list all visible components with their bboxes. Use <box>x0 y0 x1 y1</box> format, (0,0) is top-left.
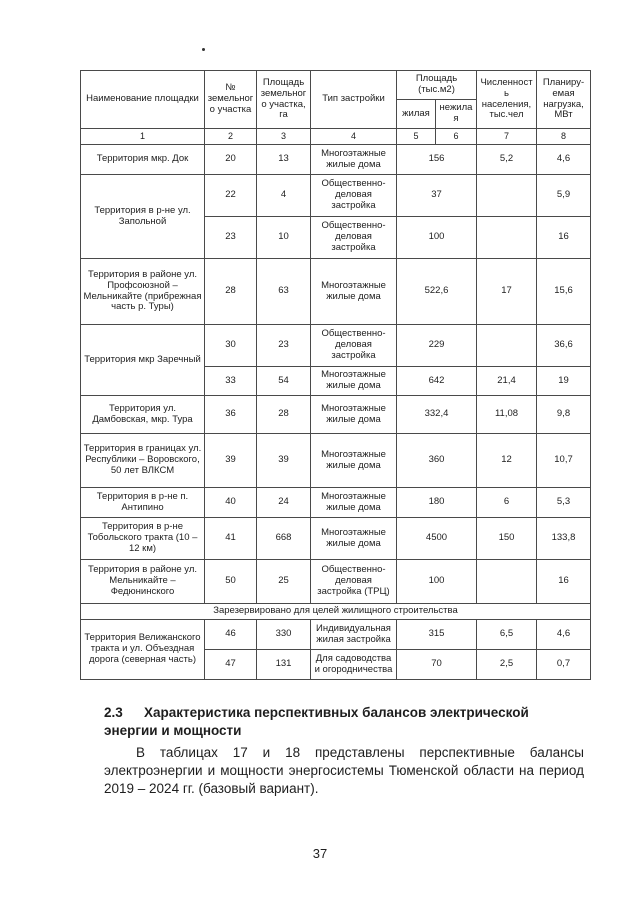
floor-area: 229 <box>397 325 477 367</box>
population: 21,4 <box>477 367 537 396</box>
site-name: Территория ул. Дамбовская, мкр. Тура <box>81 396 205 434</box>
plot-area: 28 <box>257 396 311 434</box>
section-heading <box>104 704 584 739</box>
population <box>477 560 537 604</box>
population: 6 <box>477 488 537 518</box>
plot-area: 39 <box>257 434 311 488</box>
planned-load: 10,7 <box>537 434 591 488</box>
plot-area: 54 <box>257 367 311 396</box>
table-row <box>81 145 591 175</box>
floor-area: 332,4 <box>397 396 477 434</box>
floor-area: 642 <box>397 367 477 396</box>
build-type: Общественно-деловая застройка <box>311 325 397 367</box>
plot-number: 33 <box>205 367 257 396</box>
column-number: 7 <box>477 129 537 145</box>
plot-number: 46 <box>205 620 257 650</box>
planned-load: 36,6 <box>537 325 591 367</box>
reserve-section-label: Зарезервировано для целей жилищного строительства <box>81 604 591 620</box>
floor-area: 522,6 <box>397 259 477 325</box>
population <box>477 217 537 259</box>
plot-area: 10 <box>257 217 311 259</box>
plot-number: 50 <box>205 560 257 604</box>
plot-number: 22 <box>205 175 257 217</box>
population: 17 <box>477 259 537 325</box>
column-number: 8 <box>537 129 591 145</box>
header-population: Численность населения, тыс.чел <box>477 71 537 129</box>
plot-number: 41 <box>205 518 257 560</box>
column-number-row <box>81 129 591 145</box>
population: 6,5 <box>477 620 537 650</box>
plot-area: 13 <box>257 145 311 175</box>
development-sites-table <box>80 70 591 680</box>
site-name: Территория в районе ул. Мельникайте – Федюнинского <box>81 560 205 604</box>
page-number: 37 <box>312 846 328 861</box>
plot-area: 25 <box>257 560 311 604</box>
plot-number: 47 <box>205 650 257 680</box>
column-number: 2 <box>205 129 257 145</box>
planned-load: 133,8 <box>537 518 591 560</box>
planned-load: 16 <box>537 217 591 259</box>
planned-load: 15,6 <box>537 259 591 325</box>
build-type: Многоэтажные жилые дома <box>311 367 397 396</box>
build-type: Для садоводства и огородничества <box>311 650 397 680</box>
plot-number: 23 <box>205 217 257 259</box>
header-build-type: Тип застройки <box>311 71 397 129</box>
table-row <box>81 434 591 488</box>
header-floor-area: Площадь (тыс.м2) <box>397 71 477 100</box>
population: 2,5 <box>477 650 537 680</box>
body-paragraph: В таблицах 17 и 18 представлены перспективные балансы электроэнергии и мощности энергосистемы Тюменской области на период 2019 – 2024 гг. (базовый вариант). <box>104 745 584 797</box>
plot-area: 668 <box>257 518 311 560</box>
planned-load: 4,6 <box>537 620 591 650</box>
header-load: Планиру-емая нагрузка, МВт <box>537 71 591 129</box>
column-number: 3 <box>257 129 311 145</box>
build-type: Общественно-деловая застройка (ТРЦ) <box>311 560 397 604</box>
plot-number: 20 <box>205 145 257 175</box>
site-name: Территория Велижанского тракта и ул. Объездная дорога (северная часть) <box>81 620 205 680</box>
plot-number: 36 <box>205 396 257 434</box>
column-number: 4 <box>311 129 397 145</box>
build-type: Общественно-деловая застройка <box>311 175 397 217</box>
table-row <box>81 620 591 650</box>
planned-load: 4,6 <box>537 145 591 175</box>
column-number: 1 <box>81 129 205 145</box>
site-name: Территория в районе ул. Профсоюзной – Мельникайте (прибрежная часть р. Туры) <box>81 259 205 325</box>
build-type: Многоэтажные жилые дома <box>311 145 397 175</box>
floor-area: 4500 <box>397 518 477 560</box>
population <box>477 325 537 367</box>
table-row <box>81 259 591 325</box>
header-plot-area: Площадь земельного участка, га <box>257 71 311 129</box>
site-name: Территория мкр Заречный <box>81 325 205 396</box>
scan-speck <box>202 48 205 51</box>
planned-load: 5,9 <box>537 175 591 217</box>
build-type: Индивидуальная жилая застройка <box>311 620 397 650</box>
planned-load: 5,3 <box>537 488 591 518</box>
site-name: Территория мкр. Док <box>81 145 205 175</box>
floor-area: 70 <box>397 650 477 680</box>
population: 5,2 <box>477 145 537 175</box>
column-number: 5 <box>397 129 436 145</box>
plot-number: 39 <box>205 434 257 488</box>
header-area-residential: жилая <box>397 100 436 129</box>
site-name: Территория в р-не ул. Запольной <box>81 175 205 259</box>
build-type: Многоэтажные жилые дома <box>311 259 397 325</box>
site-name: Территория в р-не п. Антипино <box>81 488 205 518</box>
table-row <box>81 325 591 367</box>
planned-load: 19 <box>537 367 591 396</box>
plot-area: 131 <box>257 650 311 680</box>
build-type: Многоэтажные жилые дома <box>311 434 397 488</box>
floor-area: 100 <box>397 560 477 604</box>
build-type: Многоэтажные жилые дома <box>311 518 397 560</box>
floor-area: 100 <box>397 217 477 259</box>
table-row <box>81 518 591 560</box>
plot-area: 24 <box>257 488 311 518</box>
plot-area: 23 <box>257 325 311 367</box>
build-type: Общественно-деловая застройка <box>311 217 397 259</box>
planned-load: 0,7 <box>537 650 591 680</box>
population: 12 <box>477 434 537 488</box>
floor-area: 360 <box>397 434 477 488</box>
site-name: Территория в р-не Тобольского тракта (10 – 12 км) <box>81 518 205 560</box>
header-plot-number: № земельного участка <box>205 71 257 129</box>
column-number: 6 <box>436 129 477 145</box>
header-area-nonresidential: нежилая <box>436 100 477 129</box>
floor-area: 37 <box>397 175 477 217</box>
section-number: 2.3 <box>104 705 123 720</box>
plot-number: 40 <box>205 488 257 518</box>
table-row <box>81 175 591 217</box>
site-name: Территория в границах ул. Республики – Воровского, 50 лет ВЛКСМ <box>81 434 205 488</box>
plot-area: 330 <box>257 620 311 650</box>
table-row <box>81 488 591 518</box>
plot-area: 63 <box>257 259 311 325</box>
planned-load: 9,8 <box>537 396 591 434</box>
reserve-section-row <box>81 604 591 620</box>
build-type: Многоэтажные жилые дома <box>311 488 397 518</box>
floor-area: 315 <box>397 620 477 650</box>
population: 11,08 <box>477 396 537 434</box>
plot-area: 4 <box>257 175 311 217</box>
plot-number: 30 <box>205 325 257 367</box>
section-title: Характеристика перспективных балансов электрической энергии и мощности <box>104 705 529 738</box>
table-row <box>81 560 591 604</box>
floor-area: 180 <box>397 488 477 518</box>
build-type: Многоэтажные жилые дома <box>311 396 397 434</box>
floor-area: 156 <box>397 145 477 175</box>
header-site-name: Наименование площадки <box>81 71 205 129</box>
planned-load: 16 <box>537 560 591 604</box>
plot-number: 28 <box>205 259 257 325</box>
table-row <box>81 396 591 434</box>
population: 150 <box>477 518 537 560</box>
population <box>477 175 537 217</box>
